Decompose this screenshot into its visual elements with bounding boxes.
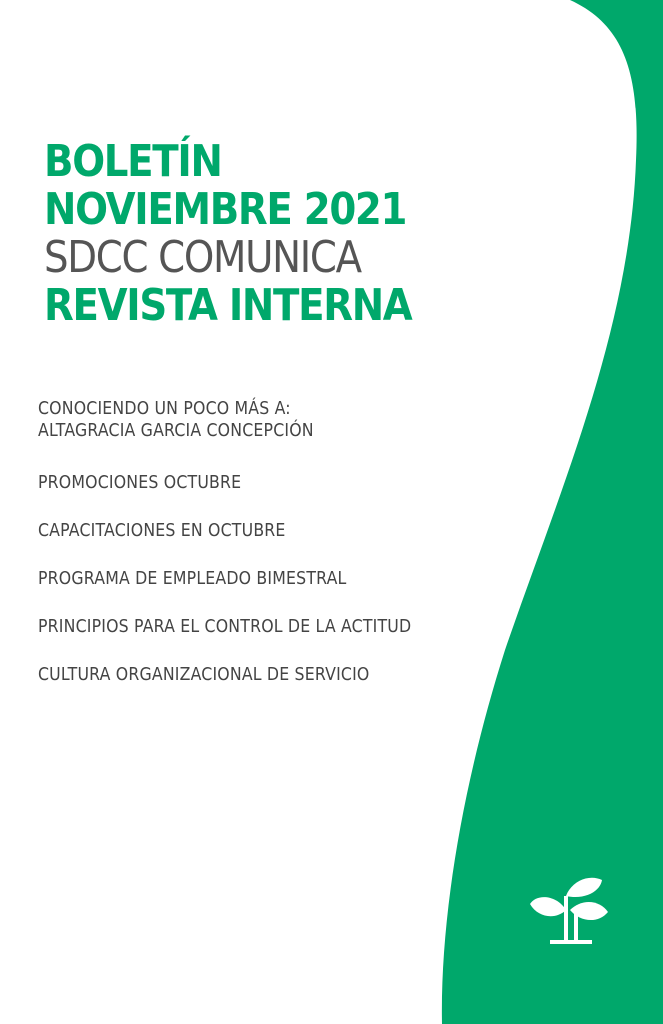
contents-item-profile-line2: ALTAGRACIA GARCIA CONCEPCIÓN <box>38 421 314 441</box>
contents-item-cultura: CULTURA ORGANIZACIONAL DE SERVICIO <box>38 665 370 685</box>
title-subtitle: REVISTA INTERNA <box>44 280 412 331</box>
contents-item-promociones: PROMOCIONES OCTUBRE <box>38 473 242 493</box>
sprout-logo-icon <box>526 872 610 952</box>
contents-item-capacitaciones: CAPACITACIONES EN OCTUBRE <box>38 521 286 541</box>
title-date: NOVIEMBRE 2021 <box>44 184 407 235</box>
title-block <box>44 138 484 330</box>
title-publication: SDCC COMUNICA <box>44 232 361 283</box>
contents-item-programa-empleado: PROGRAMA DE EMPLEADO BIMESTRAL <box>38 569 347 589</box>
contents-item-principios: PRINCIPIOS PARA EL CONTROL DE LA ACTITUD <box>38 617 412 637</box>
contents-item-profile-line1: CONOCIENDO UN POCO MÁS A: <box>38 399 291 419</box>
contents-list <box>38 398 508 686</box>
title-boletin: BOLETÍN <box>44 136 222 187</box>
